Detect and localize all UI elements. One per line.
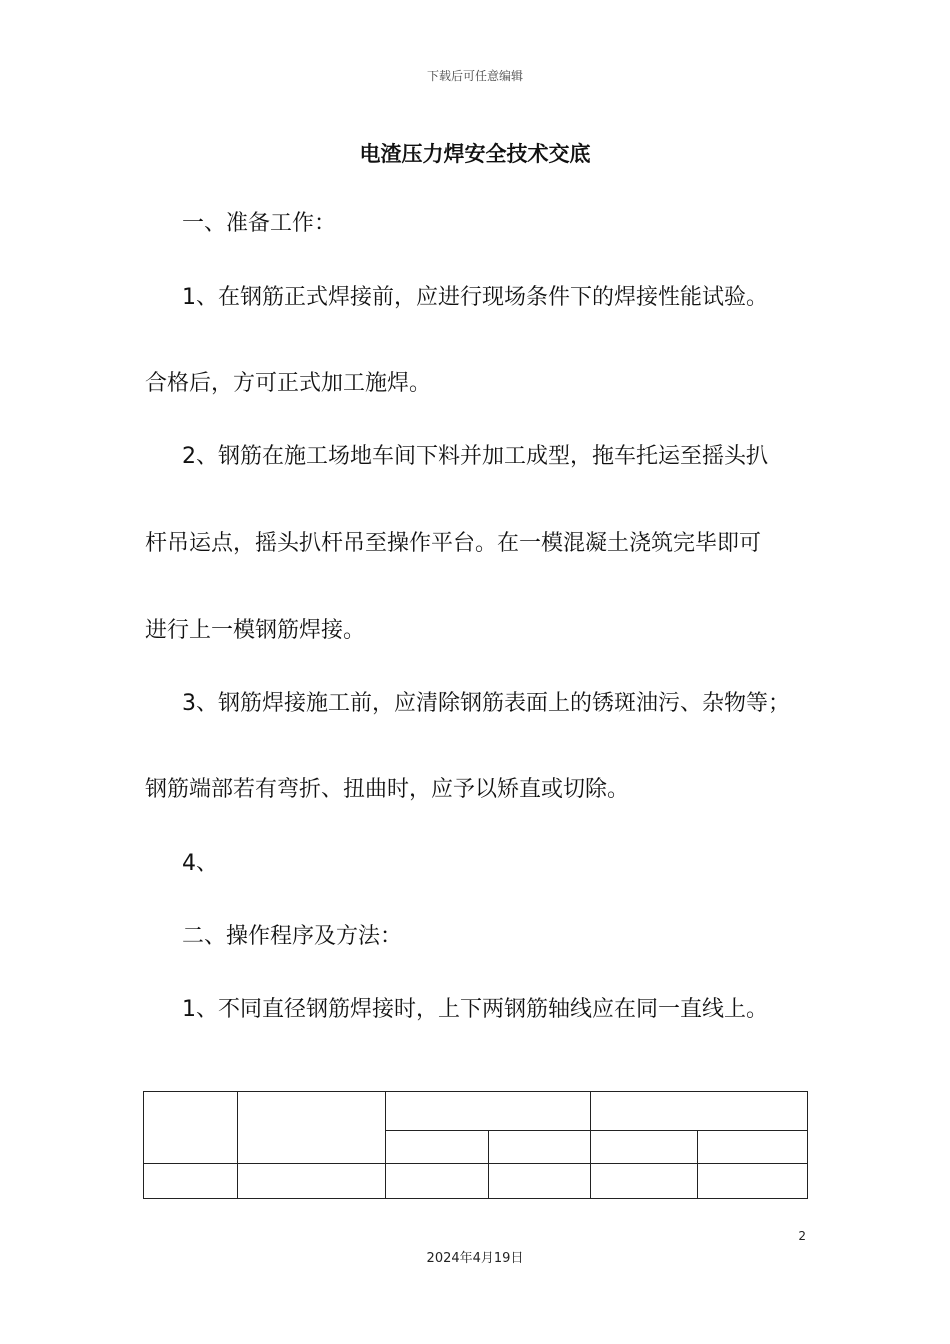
document-title: 电渣压力焊安全技术交底: [359, 142, 591, 166]
table-cell: [489, 1164, 591, 1199]
footer-date: 2024年4月19日: [426, 1251, 524, 1266]
table-cell: [591, 1092, 808, 1131]
page-number: 2: [798, 1229, 806, 1243]
paragraph-line: 3、钢筋焊接施工前，应清除钢筋表面上的锈斑油污、杂物等；: [182, 691, 790, 716]
section-heading-preparation: 一、准备工作：: [182, 211, 337, 236]
table-cell: [238, 1164, 386, 1199]
table-cell: [386, 1092, 591, 1131]
paragraph-line: 合格后，方可正式加工施焊。: [145, 371, 432, 396]
paragraph-line: 钢筋端部若有弯折、扭曲时，应予以矫直或切除。: [145, 777, 630, 802]
table-cell: [489, 1131, 591, 1164]
paragraph-line: 进行上一模钢筋焊接。: [145, 618, 366, 643]
table-cell: [238, 1092, 386, 1164]
table-cell: [698, 1131, 808, 1164]
data-table: [143, 1091, 808, 1199]
paragraph-line: 4、: [182, 851, 218, 876]
header-note: 下载后可任意编辑: [426, 69, 523, 83]
paragraph-line: 1、在钢筋正式焊接前，应进行现场条件下的焊接性能试验。: [182, 285, 768, 310]
paragraph-line: 1、不同直径钢筋焊接时，上下两钢筋轴线应在同一直线上。: [182, 997, 768, 1022]
table-cell: [591, 1164, 698, 1199]
paragraph-line: 2、钢筋在施工场地车间下料并加工成型，拖车托运至摇头扒: [182, 444, 768, 469]
table-cell: [386, 1164, 489, 1199]
table-cell: [698, 1164, 808, 1199]
paragraph-line: 杆吊运点，摇头扒杆吊至操作平台。在一模混凝土浇筑完毕即可: [145, 531, 762, 556]
section-heading-procedure: 二、操作程序及方法：: [182, 924, 403, 949]
table-cell: [144, 1164, 238, 1199]
table-cell: [144, 1092, 238, 1164]
table-cell: [591, 1131, 698, 1164]
table-cell: [386, 1131, 489, 1164]
